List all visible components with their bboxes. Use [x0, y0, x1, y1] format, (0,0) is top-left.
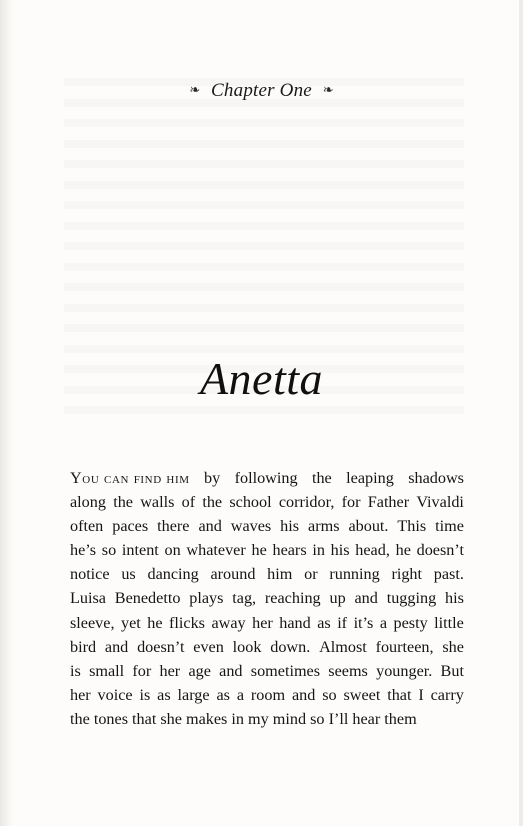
word: and	[291, 685, 316, 704]
word: fourteen,	[375, 637, 434, 656]
word: so	[310, 709, 325, 728]
word: about.	[348, 517, 389, 536]
show-through-line	[64, 406, 464, 427]
word: seems	[328, 661, 368, 680]
word: she	[160, 709, 182, 728]
word: tag,	[232, 589, 257, 608]
word: up	[329, 589, 346, 608]
word: makes	[186, 709, 228, 728]
show-through-line	[64, 324, 464, 345]
word: But	[440, 661, 464, 680]
word: arms	[308, 517, 340, 536]
word: his	[445, 589, 464, 608]
word: if	[337, 613, 348, 632]
word: walls	[140, 493, 175, 512]
word: around	[210, 565, 256, 584]
word: Benedetto	[114, 589, 181, 608]
word: look	[232, 637, 262, 656]
show-through-line	[64, 304, 464, 325]
word: large	[177, 685, 210, 704]
word: time	[435, 517, 464, 536]
word: that	[387, 685, 412, 704]
word: he	[147, 613, 163, 632]
word: tugging	[386, 589, 437, 608]
chapter-label: Chapter One	[211, 80, 312, 101]
word: Father	[367, 493, 410, 512]
text-line	[70, 635, 464, 659]
word: Almost	[319, 637, 367, 656]
word: mind	[272, 709, 307, 728]
word: tones	[93, 709, 128, 728]
word: or	[304, 565, 318, 584]
word: and	[219, 661, 243, 680]
show-through-line	[64, 222, 464, 243]
word: the	[311, 469, 332, 487]
word: for	[341, 493, 361, 512]
word: sleeve,	[70, 613, 115, 632]
word: carry	[430, 685, 464, 704]
word: down.	[270, 637, 311, 656]
word: notice	[70, 565, 110, 584]
word: dancing	[147, 565, 199, 584]
word: room	[250, 685, 286, 704]
word: Vivaldi	[416, 493, 464, 512]
word: intent	[121, 541, 159, 560]
word: in	[231, 709, 244, 728]
word: as	[317, 613, 331, 632]
word: he	[395, 541, 411, 560]
word: her	[252, 613, 273, 632]
word: plays	[189, 589, 224, 608]
word: it’s	[353, 613, 374, 632]
text-line	[70, 538, 464, 562]
text-line	[70, 683, 464, 707]
word: running	[329, 565, 380, 584]
text-line	[70, 490, 464, 514]
word: so	[322, 685, 337, 704]
word: there	[157, 517, 190, 536]
word: corridor,	[278, 493, 335, 512]
show-through-line	[64, 160, 464, 181]
text-line	[70, 466, 464, 490]
word: the	[113, 493, 133, 512]
word: pesty	[393, 613, 428, 632]
word: hand	[279, 613, 311, 632]
word: doesn’t	[416, 541, 464, 560]
word: he	[251, 541, 267, 560]
word: small	[89, 661, 125, 680]
show-through-line	[64, 242, 464, 263]
word: right	[391, 565, 423, 584]
word: following	[234, 469, 298, 487]
word: age	[188, 661, 211, 680]
text-line	[70, 586, 464, 610]
word: the	[202, 493, 223, 512]
show-through-line	[64, 181, 464, 202]
word: for	[132, 661, 152, 680]
word: as	[216, 685, 230, 704]
word: sometimes	[250, 661, 321, 680]
word: younger.	[376, 661, 433, 680]
word: he’s	[70, 541, 97, 560]
word: in	[312, 541, 325, 560]
word: hears	[272, 541, 307, 560]
word: waves	[230, 517, 272, 536]
word: whatever	[186, 541, 246, 560]
chapter-heading	[0, 80, 523, 102]
word: often	[70, 517, 104, 536]
word: school	[229, 493, 272, 512]
word: is	[70, 661, 81, 680]
word: Luisa	[70, 589, 106, 608]
text-line	[70, 707, 464, 731]
text-line	[70, 611, 464, 635]
show-through-line	[64, 140, 464, 161]
text-line	[70, 562, 464, 586]
word: and	[354, 589, 378, 608]
word: us	[121, 565, 136, 584]
word: bird	[70, 637, 97, 656]
word: of	[181, 493, 196, 512]
word: paces	[112, 517, 149, 536]
word: my	[248, 709, 269, 728]
word: by	[204, 469, 221, 487]
word: doesn’t	[137, 637, 185, 656]
word: and	[198, 517, 222, 536]
word: past.	[433, 565, 464, 584]
word: that	[132, 709, 157, 728]
word: head,	[355, 541, 390, 560]
word: reaching	[264, 589, 321, 608]
word: her	[70, 685, 91, 704]
word: shadows	[408, 469, 464, 487]
show-through-line	[64, 263, 464, 284]
word: leaping	[346, 469, 394, 487]
word: his	[330, 541, 350, 560]
show-through-line	[64, 201, 464, 222]
word: his	[280, 517, 300, 536]
word: I	[418, 685, 424, 704]
word: sweet	[343, 685, 381, 704]
body-paragraph	[70, 466, 464, 731]
page-gutter-shadow	[0, 0, 14, 826]
word: and	[104, 637, 129, 656]
word: a	[379, 613, 388, 632]
word: she	[442, 637, 464, 656]
word: I’ll	[328, 709, 349, 728]
opening-smallcaps: You can find him	[70, 469, 190, 487]
word: them	[384, 709, 417, 728]
word: on	[164, 541, 181, 560]
word: the	[70, 709, 90, 728]
flourish-right-icon: ❧	[322, 82, 334, 97]
section-title: Anetta	[199, 353, 324, 404]
word: even	[193, 637, 224, 656]
text-line	[70, 514, 464, 538]
word: her	[159, 661, 181, 680]
word: hear	[352, 709, 381, 728]
word: along	[70, 493, 106, 512]
word: him	[267, 565, 293, 584]
word: as	[157, 685, 171, 704]
show-through-line	[64, 119, 464, 140]
word: so	[101, 541, 117, 560]
word: voice	[97, 685, 133, 704]
show-through-line	[64, 283, 464, 304]
word: away	[211, 613, 246, 632]
page-right-edge	[519, 0, 523, 826]
word: flicks	[169, 613, 205, 632]
word: little	[434, 613, 464, 632]
word: is	[139, 685, 151, 704]
word: This	[397, 517, 427, 536]
word: a	[236, 685, 245, 704]
word: yet	[120, 613, 141, 632]
flourish-left-icon: ❧	[189, 82, 201, 97]
text-line	[70, 659, 464, 683]
